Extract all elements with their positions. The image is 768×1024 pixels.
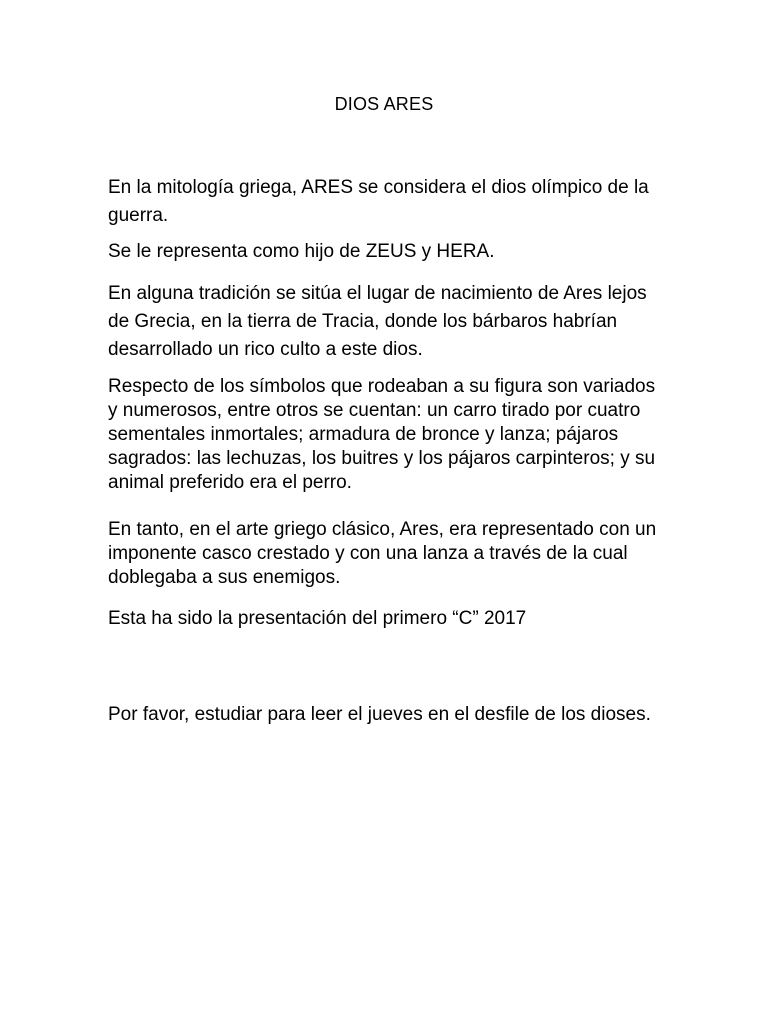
paragraph-classical-art: En tanto, en el arte griego clásico, Ares, era representado con un imponente casco crestado y con una lanza a través de la cual doblegaba a sus enemigos.: [108, 519, 657, 588]
paragraph-request: Por favor, estudiar para leer el jueves en el desfile de los dioses.: [108, 704, 651, 725]
paragraph-intro: En la mitología griega, ARES se considera el dios olímpico de la guerra.: [108, 177, 649, 226]
paragraph-presentation: Esta ha sido la presentación del primero “C” 2017: [108, 608, 527, 629]
paragraph-birthplace: En alguna tradición se sitúa el lugar de nacimiento de Ares lejos de Grecia, en la tierra de Tracia, donde los bárbaros habrían desarrollado un rico culto a este dios.: [108, 283, 647, 360]
paragraph-parents: Se le representa como hijo de ZEUS y HERA.: [108, 241, 495, 262]
paragraph-symbols: Respecto de los símbolos que rodeaban a su figura son variados y numerosos, entre otros se cuentan: un carro tirado por cuatro sementales inmortales; armadura de bronce y lanza; pájaros sagrados: las lechuzas, los buitres y los pájaros carpinteros; y su animal preferido era el perro.: [108, 376, 656, 493]
document-title: DIOS ARES: [334, 94, 434, 114]
